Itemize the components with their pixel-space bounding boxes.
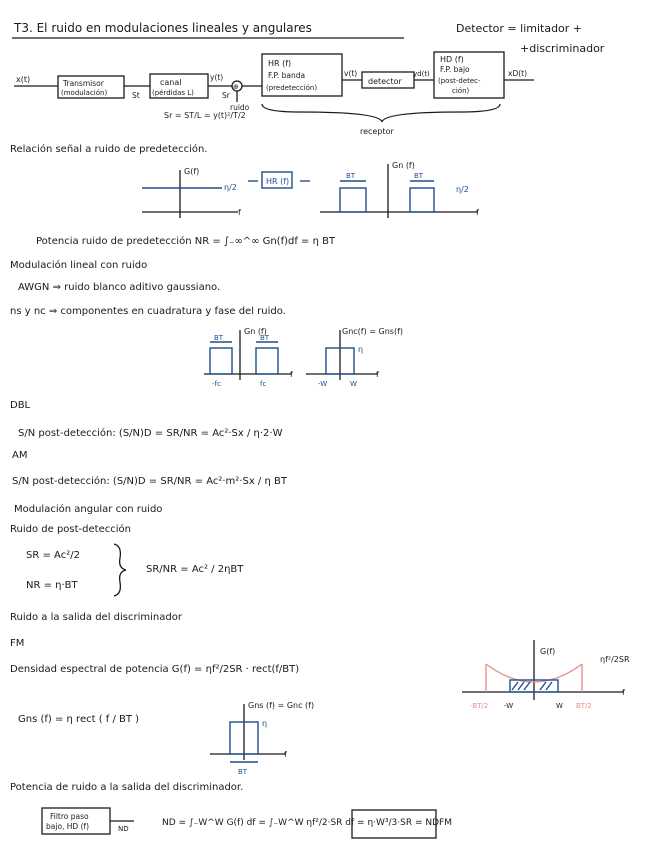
discriminator-noise-heading: Ruido a la salida del discriminador [10,612,182,623]
bd-noise: ruido [230,103,250,112]
fm-x1: -BT/2 [470,702,489,710]
bd-sr: Sr [222,91,230,100]
awgn-line: AWGN ⇒ ruido blanco aditivo gaussiano. [18,282,221,293]
nd-formula: ND = ∫₋W^W G(f) df = ∫₋W^W ηf²/2·SR df = η·W³/3·SR = NDFM [162,818,452,828]
dbl-formula: S/N post-detección: (S/N)D = SR/NR = Ac²·Sx / η·2·W [18,428,283,439]
bd-input: x(t) [16,75,31,84]
s2-f1: f [290,370,293,379]
am-formula: S/N post-detección: (S/N)D = SR/NR = Ac²·m²·Sx / η BT [12,476,287,487]
s2-x2: fc [260,380,267,388]
s2-x1: -fc [212,380,221,388]
receptor-brace [262,104,500,122]
s2-w2: W [350,380,357,388]
gns-bt: BT [238,768,248,776]
am-heading: AM [12,450,28,461]
hr-sub1: F.P. banda [268,71,306,80]
postdetection-noise-line: Ruido de post-detección [10,524,131,535]
sr-nr-ratio: SR/NR = Ac² / 2ηBT [146,564,244,575]
fm-eq: ηf²/2SR [600,655,630,664]
gns-f: f [284,750,287,759]
detector-label: detector [368,77,402,86]
nr-equation: NR = η·BT [26,580,78,591]
fm-x2: -W [504,702,514,710]
s2-w1: -W [318,380,328,388]
bd-st: St [132,91,140,100]
hd-label: HD (f) [440,55,464,64]
s2-f2: f [376,370,379,379]
fm-g-label: G(f) [540,647,556,656]
s1-bt2: BT [414,172,424,180]
linear-noise-chart [204,327,403,388]
gns-chart [210,701,314,776]
s2-bt2: BT [260,334,270,342]
predetection-chart [142,161,479,218]
nd-out-label: ND [118,825,129,833]
filter-box-l1: Filtro paso [50,812,89,821]
s1-level2: η/2 [456,185,469,194]
s1-f1: f [238,208,241,217]
s2-gn-label: Gn (f) [244,327,267,336]
section-linear-heading: Modulación lineal con ruido [10,260,148,271]
s1-g-label: G(f) [184,167,200,176]
header-right-line1: Detector = limitador + [456,22,583,35]
s2-eta: η [358,345,364,354]
bd-receptor: receptor [360,127,394,136]
header-right-line2: +discriminador [520,42,605,55]
fm-psd-line: Densidad espectral de potencia G(f) = ηf²/2SR · rect(f/BT) [10,664,300,675]
gns-formula: Gns (f) = η rect ( f / BT ) [18,714,140,725]
system-brace [114,544,126,596]
fm-psd-chart [462,640,630,710]
hd-sub3: ción) [452,87,470,95]
dbl-heading: DBL [10,400,31,411]
gns-chart-label: Gns (f) = Gnc (f) [248,701,315,710]
section-predetection-heading: Relación señal a ruido de predetección. [10,144,208,155]
s1-gn-label: Gn (f) [392,161,415,170]
s2-bt1: BT [214,334,224,342]
s1-level: η/2 [224,183,237,192]
discriminator-power-heading: Potencia de ruido a la salida del discriminador. [10,782,244,793]
fm-x4: BT/2 [576,702,592,710]
hr-sub2: (predetección) [266,84,318,92]
transmitter-label: Transmisor [63,79,104,88]
s2-gnc-label: Gnc(f) = Gns(f) [342,327,404,336]
s1-f2: f [476,208,479,217]
hd-sub2: (post-detec- [438,77,481,85]
bd-yt: y(t) [210,73,224,82]
s1-bt1: BT [346,172,356,180]
sr-equation: SR = Ac²/2 [26,550,80,561]
predetection-power-formula: Potencia ruido de predetección NR = ∫₋∞^∞ Gn(f)df = η BT [36,236,336,247]
fm-heading: FM [10,638,25,649]
ns-nc-line: ns y nc ⇒ componentes en cuadratura y fase del ruido. [10,306,286,317]
fm-f: f [622,688,625,697]
transmitter-sub: (modulación) [61,89,108,97]
filter-box-l2: bajo, HD (f) [46,822,90,831]
s1-filter: HR (f) [266,177,290,186]
bd-sum: ⊕ [233,83,239,91]
section-angular-heading: Modulación angular con ruido [14,504,163,515]
channel-label: canal [160,78,182,87]
page-title: T3. El ruido en modulaciones lineales y angulares [14,21,312,35]
hr-label: HR (f) [268,59,292,68]
bd-yd: yd(t) [413,70,430,78]
fm-x3: W [556,702,563,710]
bd-vt: v(t) [344,69,358,78]
channel-sub: (pérdidas L) [152,89,194,97]
sr-formula: Sr = ST/L = y(t)²/T/2 [164,111,246,120]
hd-sub1: F.P. bajo [440,65,470,74]
block-diagram [14,52,534,136]
bd-output: xD(t) [508,69,528,78]
gns-eta: η [262,719,268,728]
